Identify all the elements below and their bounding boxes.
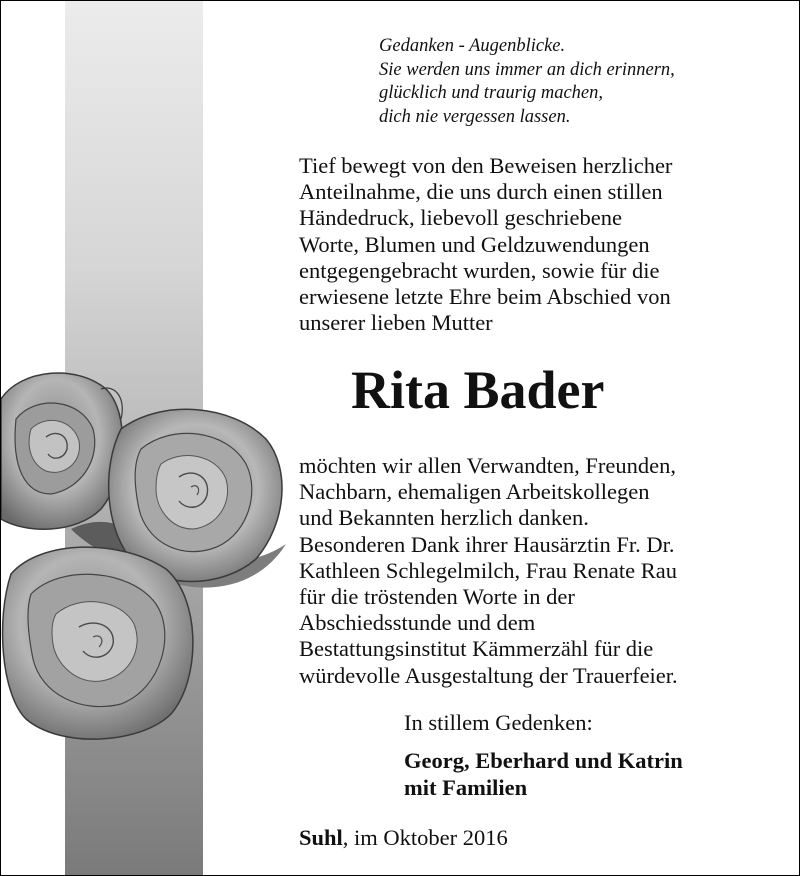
thanks-line: und Bekannten herzlich danken. — [299, 505, 589, 531]
intro-line: Tief bewegt von den Beweisen herzlicher — [299, 153, 673, 178]
intro-line: entgegengebracht wurden, sowie für die — [299, 257, 660, 283]
signer-line: Georg, Eberhard und Katrin — [404, 748, 683, 773]
thanks-line: Nachbarn, ehemaligen Arbeitskollegen — [299, 479, 650, 505]
thanks-line: Kathleen Schlegelmilch, Frau Renate Rau — [299, 557, 678, 583]
place: Suhl — [299, 825, 343, 850]
deceased-name: Rita Bader — [351, 360, 605, 420]
memorial-poem — [379, 35, 779, 129]
signers — [404, 747, 683, 801]
thanks-paragraph — [299, 453, 769, 689]
intro-paragraph — [299, 153, 769, 336]
intro-line: Händedruck, liebevoll geschriebene — [299, 205, 622, 231]
roses-illustration — [1, 359, 301, 759]
thanks-line: möchten wir allen Verwandten, Freunden, — [299, 453, 676, 478]
intro-line: erwiesene letzte Ehre beim Abschied von — [299, 284, 671, 310]
closing-phrase: In stillem Gedenken: — [404, 710, 593, 735]
intro-line: Worte, Blumen und Geldzuwendungen — [299, 231, 650, 257]
thanks-line: würdevolle Ausgestaltung der Trauerfeier. — [299, 662, 678, 688]
thanks-line: Abschiedsstunde und dem — [299, 610, 536, 636]
poem-line: Gedanken - Augenblicke. — [379, 36, 566, 56]
intro-line: Anteilnahme, die uns durch einen stillen — [299, 179, 663, 205]
poem-line: glücklich und traurig machen, — [379, 83, 604, 103]
place-and-date — [299, 824, 508, 852]
thanks-line: Besonderen Dank ihrer Hausärztin Fr. Dr. — [299, 531, 675, 557]
intro-line: unserer lieben Mutter — [299, 310, 493, 336]
poem-line: dich nie vergessen lassen. — [379, 106, 571, 127]
thanks-line: Bestattungsinstitut Kämmerzähl für die — [299, 636, 654, 662]
date: , im Oktober 2016 — [342, 825, 508, 850]
poem-line: Sie werden uns immer an dich erinnern, — [379, 59, 675, 80]
thanks-line: für die tröstenden Worte in der — [299, 584, 575, 610]
signer-line: mit Familien — [404, 775, 528, 800]
